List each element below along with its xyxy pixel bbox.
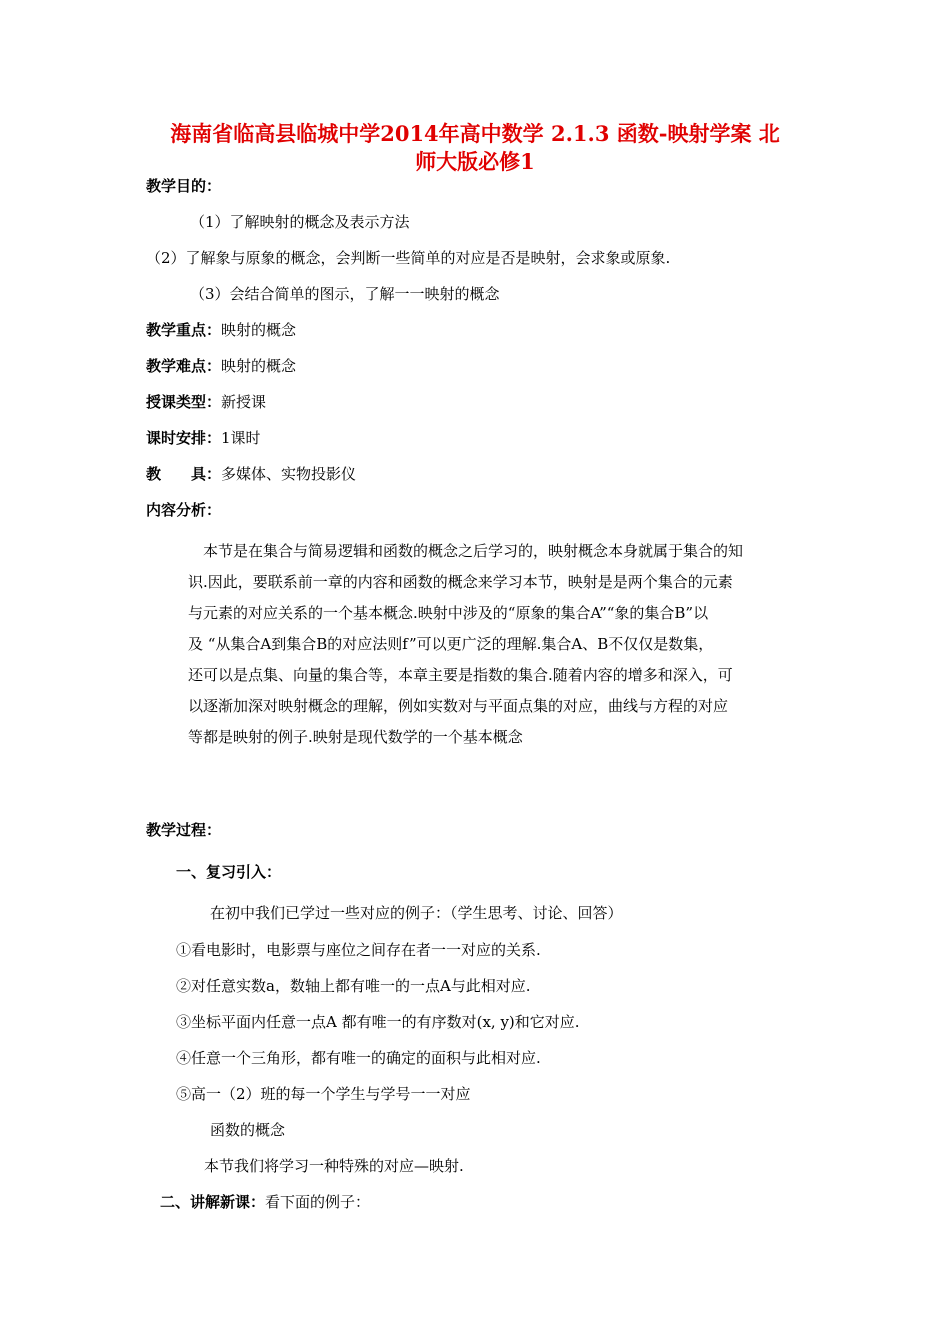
section1-intro: 在初中我们已学过一些对应的例子：（学生思考、讨论、回答） [210, 904, 623, 922]
focus-value: 映射的概念 [221, 321, 297, 339]
review-item: ④任意一个三角形，都有唯一的确定的面积与此相对应. [176, 1049, 541, 1067]
section2-row [160, 1192, 370, 1212]
title-line-2: 师大版必修1 [415, 149, 535, 174]
analysis-line: 及 “从集合A到集合B的对应法则f”可以更广泛的理解.集合A、B不仅仅是数集， [188, 635, 714, 653]
type-row [146, 392, 266, 412]
tools-row [146, 464, 356, 484]
type-label: 授课类型： [146, 393, 222, 411]
process-label: 教学过程： [146, 821, 222, 839]
objective-item: （2）了解象与原象的概念，会判断一些简单的对应是否是映射，会求象或原象. [146, 249, 671, 267]
analysis-line: 识.因此，要联系前一章的内容和函数的概念来学习本节，映射是是两个集合的元素 [188, 573, 733, 591]
focus-label: 教学重点： [146, 321, 222, 339]
review-item: ③坐标平面内任意一点A 都有唯一的有序数对(x, y)和它对应. [176, 1013, 580, 1031]
review-item: ①看电影时，电影票与座位之间存在者一一对应的关系. [176, 941, 541, 959]
analysis-line: 等都是映射的例子.映射是现代数学的一个基本概念 [188, 728, 523, 746]
review-item: ⑤高一（2）班的每一个学生与学号一一对应 [176, 1085, 471, 1103]
difficulty-label: 教学难点： [146, 357, 222, 375]
difficulty-value: 映射的概念 [221, 357, 297, 375]
objective-item: （3）会结合简单的图示，了解一一映射的概念 [190, 285, 500, 303]
objective-item: （1）了解映射的概念及表示方法 [190, 213, 410, 231]
title-line-1: 海南省临高县临城中学2014年高中数学 2.1.3 函数-映射学案 北 [170, 121, 780, 146]
focus-row [146, 320, 296, 340]
hours-value: 1课时 [221, 429, 261, 447]
document-title [140, 120, 810, 176]
hours-label: 课时安排： [146, 429, 222, 447]
section1-heading: 一、复习引入： [176, 863, 282, 881]
transition-line: 本节我们将学习一种特殊的对应—映射. [204, 1157, 464, 1175]
difficulty-row [146, 356, 296, 376]
analysis-line: 以逐渐加深对映射概念的理解，例如实数对与平面点集的对应，曲线与方程的对应 [188, 697, 729, 715]
tools-value: 多媒体、实物投影仪 [221, 465, 357, 483]
tools-label: 教 具： [146, 465, 222, 483]
analysis-line: 还可以是点集、向量的集合等，本章主要是指数的集合.随着内容的增多和深入，可 [188, 666, 733, 684]
section2-text: 看下面的例子： [265, 1193, 371, 1211]
analysis-label: 内容分析： [146, 501, 222, 519]
analysis-paragraph [188, 536, 808, 753]
concept-line: 函数的概念 [210, 1121, 286, 1139]
type-value: 新授课 [221, 393, 267, 411]
review-item: ②对任意实数a，数轴上都有唯一的一点A与此相对应. [176, 977, 531, 995]
analysis-line: 本节是在集合与简易逻辑和函数的概念之后学习的，映射概念本身就属于集合的知 [203, 542, 744, 560]
hours-row [146, 428, 261, 448]
section2-heading: 二、讲解新课： [160, 1193, 266, 1211]
objectives-label: 教学目的： [146, 177, 222, 195]
analysis-line: 与元素的对应关系的一个基本概念.映射中涉及的“原象的集合A”“象的集合B”以 [188, 604, 709, 622]
